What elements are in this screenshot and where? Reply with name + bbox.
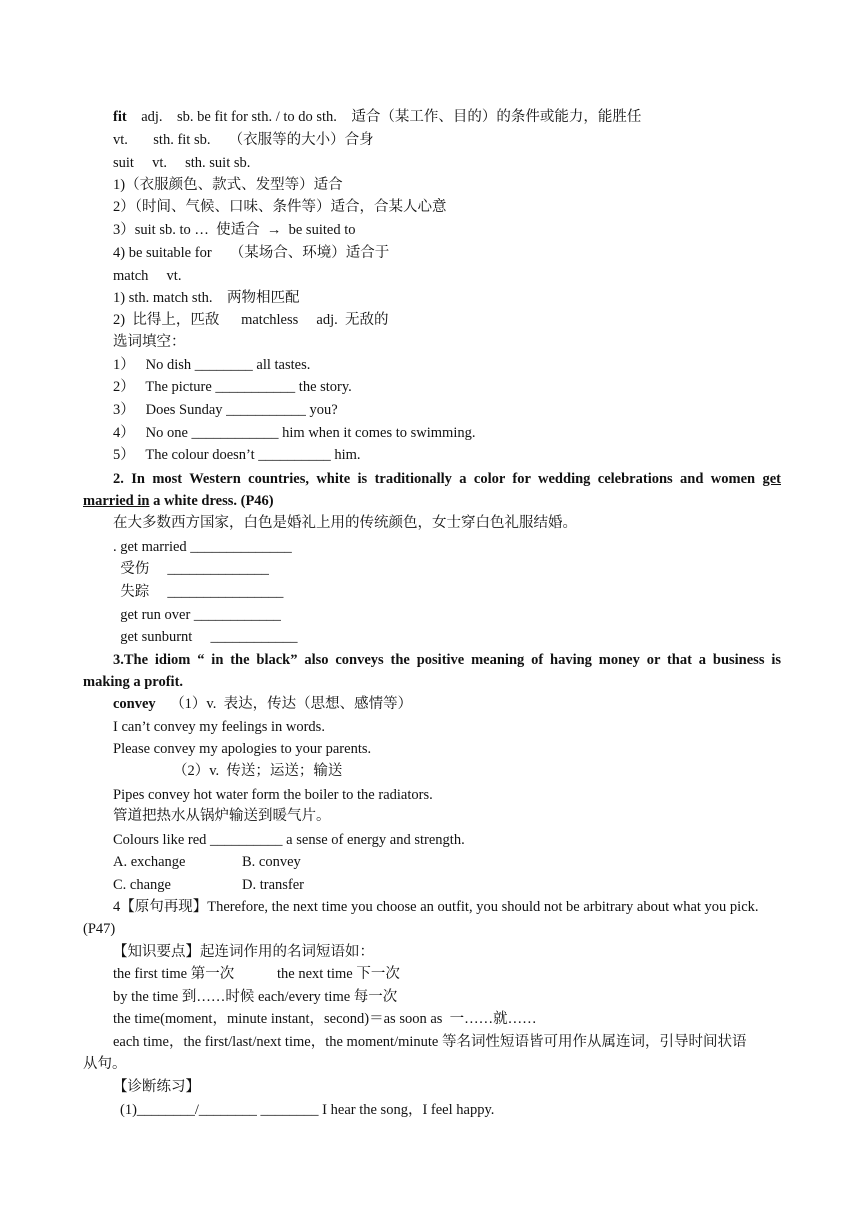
practice-title: 【诊断练习】 [113, 1079, 200, 1095]
fill-in-item: 1） No dish ________ all tastes. [113, 357, 311, 373]
knowledge-item: the first time 第一次 [113, 966, 235, 982]
section-2-sentence-text: 2. In most Western countries, white is traditionally a color for wedding celebrations and women [113, 471, 763, 487]
suit-meaning-4: 4) be suitable for （某场合、环境）适合于 [113, 245, 390, 261]
match-heading: match vt. [113, 268, 182, 284]
phrase-item: 受伤 ______________ [113, 561, 269, 577]
practice-item-1: (1)________/________ ________ I hear the song，I feel happy. [120, 1102, 495, 1118]
phrase-item: get sunburnt ____________ [113, 629, 298, 645]
knowledge-item: by the time 到……时候 each/every time 每一次 [113, 989, 398, 1005]
option-a: A. exchange [113, 854, 186, 870]
section-4-sentence-line2: (P47) [83, 921, 116, 937]
convey-question: Colours like red __________ a sense of energy and strength. [113, 832, 465, 848]
fill-in-item: 3） Does Sunday ___________ you? [113, 402, 338, 418]
convey-example-3-translation: 管道把热水从锅炉输送到暖气片。 [113, 808, 331, 824]
knowledge-title: 【知识要点】起连词作用的名词短语如： [113, 944, 374, 960]
fit-definition: adj. sb. be fit for sth. / to do sth. 适合（某工作、目的）的条件或能力，能胜任 [126, 109, 642, 125]
knowledge-item: the time(moment，minute instant，second)＝as soon as 一……就…… [113, 1011, 537, 1027]
option-c: C. change [113, 877, 171, 893]
section-3-sentence-line2: making a profit. [83, 674, 184, 690]
convey-definition-2: （2）v. 传送；运送；输送 [173, 763, 343, 779]
convey-example-3: Pipes convey hot water form the boiler to the radiators. [113, 787, 433, 803]
convey-example-1: I can’t convey my feelings in words. [113, 719, 325, 735]
suit-meaning-3: 3）suit sb. to … 使适合 → be suited to [113, 222, 356, 238]
knowledge-item: the next time 下一次 [277, 966, 400, 982]
section-2-translation: 在大多数西方国家，白色是婚礼上用的传统颜色，女士穿白色礼服结婚。 [113, 515, 577, 531]
phrase-item: . get married ______________ [113, 539, 292, 555]
fit-line [113, 107, 641, 127]
phrase-item: 失踪 ________________ [113, 584, 284, 600]
fit-vt-line: vt. sth. fit sb. （衣服等的大小）合身 [113, 132, 374, 148]
convey-example-2: Please convey my apologies to your parents. [113, 741, 372, 757]
match-meaning-2: 2) 比得上，匹敌 matchless adj. 无敌的 [113, 312, 389, 328]
section-2-sentence-line2 [83, 491, 274, 511]
section-2-sentence-rest: a white dress. (P46) [149, 493, 274, 509]
section-2-sentence-line1 [113, 469, 781, 489]
convey-definition-line [113, 694, 412, 714]
knowledge-explanation-line2: 从句。 [83, 1056, 127, 1072]
option-b: B. convey [242, 854, 301, 870]
married-in-underlined: married in [83, 493, 150, 509]
suit-heading: suit vt. sth. suit sb. [113, 155, 251, 171]
suit-meaning-2: 2）（时间、气候、口味、条件等）适合，合某人心意 [113, 199, 447, 215]
convey-definition-1: （1）v. 表达，传达（思想、感情等） [155, 696, 413, 712]
fit-word: fit [113, 109, 127, 125]
knowledge-explanation-line1: each time，the first/last/next time，the moment/minute 等名词性短语皆可用作从属连词，引导时间状语 [113, 1034, 747, 1050]
get-underlined: get [762, 471, 781, 487]
convey-word: convey [113, 696, 156, 712]
phrase-item: get run over ____________ [113, 607, 281, 623]
fill-in-item: 2） The picture ___________ the story. [113, 379, 352, 395]
fill-in-title: 选词填空： [113, 334, 186, 350]
match-meaning-1: 1) sth. match sth. 两物相匹配 [113, 290, 300, 306]
section-4-sentence-line1: 4【原句再现】Therefore, the next time you choose an outfit, you should not be arbitrary about what you pick. [113, 899, 759, 915]
option-d: D. transfer [242, 877, 305, 893]
fill-in-item: 5） The colour doesn’t __________ him. [113, 447, 361, 463]
fill-in-item: 4） No one ____________ him when it comes to swimming. [113, 425, 476, 441]
suit-meaning-1: 1)（衣服颜色、款式、发型等）适合 [113, 177, 343, 193]
section-3-sentence-line1: 3.The idiom “ in the black” also conveys the positive meaning of having money or that a business is [113, 652, 781, 668]
